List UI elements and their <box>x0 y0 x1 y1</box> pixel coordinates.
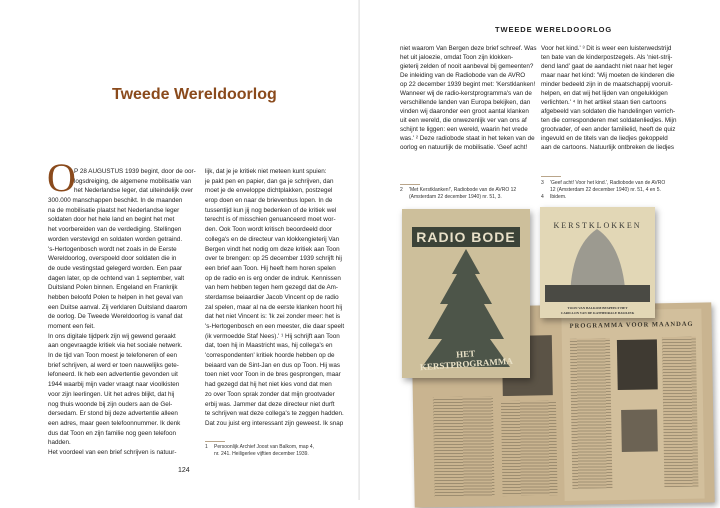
text-line: soldaten door het hele land en begint het met <box>48 216 175 224</box>
footnote-text: nr. 241. Heiligerlee vijftien december 1939. <box>214 451 309 457</box>
text-line: te schrijven wat deze collega's te zeggen hadden. <box>205 410 344 418</box>
text-line: je pakt pen en papier, dan ga je schrijven, dan <box>205 177 334 185</box>
footnotes-left-page <box>205 444 314 458</box>
text-line: de oorlog. De Tweede Wereldoorlog is vanaf dat <box>48 313 183 321</box>
text-line: aan ongevraagde kritiek via het sociale netwerk. <box>48 342 183 350</box>
text-line: den. Ook Toon wordt kritisch beoordeeld door <box>205 226 332 234</box>
footnote-rule <box>400 184 420 185</box>
footnotes-right-left <box>400 187 516 201</box>
text-line: voor zijn leerlingen. Uit het adres blijkt, dat hij <box>48 390 175 398</box>
kerstklokken-caption <box>540 306 655 315</box>
text-line: het Nederlandse leger, dat uiteindelijk over <box>74 187 194 195</box>
right-column-1 <box>400 44 537 152</box>
text-line: Bergen vindt het nodig om deze kritiek aan Toon <box>205 245 340 253</box>
text-line: collega's en de directeur van klokkengieterij Van <box>205 235 340 243</box>
text-line: vinden wij daaronder een groot aantal klanken <box>400 108 529 115</box>
text-line: uit een wereld, die onwezenlijk ver van ons af <box>400 117 527 124</box>
footnote-text: 12 (Amsterdam 22 december 1940) nr. 51, 4 en 5. <box>550 187 661 193</box>
text-line: De inleiding van de Radiobode van de AVRO <box>400 72 526 79</box>
text-line: Dat zou juist erg interessant zijn geweest. Ik snap <box>205 419 344 427</box>
footnote-number: 3 <box>541 180 544 186</box>
left-page <box>0 0 360 500</box>
footnote-line <box>541 187 665 194</box>
drop-cap: O <box>47 155 76 200</box>
footnote-line <box>400 187 516 194</box>
text-line: beiaard van de Sint-Jan en dus op Toon. Hij was <box>205 361 341 369</box>
text-line: verlichten.' ⁴ In het artikel staan tien cartoons <box>541 99 667 106</box>
caption-line: TOON VAN BALKOM BESPEELT HET <box>567 306 628 310</box>
text-line: logsdreiging, de algemene mobilisatie van <box>74 177 192 185</box>
text-line: Wanneer wij de radio-kerstprogramma's van de <box>400 90 532 97</box>
footnote-text: 'Met Kerstklanken!', Radiobode van de AVRO 12 <box>409 187 517 193</box>
text-line: moet je de enveloppe dichtplakken, postzegel <box>205 187 333 195</box>
text-line: (ik vermoedde Staf Nees).' ¹ Hij schrijft aan Toon <box>205 332 340 340</box>
text-line: hebben beloofd Polen te helpen in het geval van <box>48 293 183 301</box>
newspaper-text-block <box>501 400 558 496</box>
text-line: zal spelen, maar al na de eerste klanken hoort hij <box>205 303 343 311</box>
text-line: 1944 waarbij mijn vader vraagt naar vioolkisten <box>48 381 180 389</box>
text-line: na de mobilisatie plaatst het Nederlandse leger <box>48 206 180 214</box>
text-line: 300.000 manschappen beschikt. In de maanden <box>48 197 183 205</box>
text-line: ten bate van de kinderpostzegels. Als 'niet-strij- <box>541 54 673 61</box>
text-line: 's-Hertogenbosch wordt net zoals in de Eerste <box>48 245 177 253</box>
text-line: dat het niet Vincent is: 'Ik zei zonder meer: het is <box>205 313 341 321</box>
text-line: P 28 AUGUSTUS 1939 begint, door de oor- <box>74 168 196 175</box>
text-line: minder bedeeld zijn in de maatschappij vooruit- <box>541 81 673 88</box>
footnote-text: Persoonlijk Archief Joost van Balkom, map 4, <box>214 444 315 450</box>
text-line: dersedam. Er stond bij deze advertentie alleen <box>48 410 178 418</box>
text-line: op de radio en is erg onder de indruk. Kennissen <box>205 274 341 282</box>
text-line: dend land' gaat de aandacht niet naar het leger <box>541 63 673 70</box>
newspaper-photo-ad <box>617 339 658 390</box>
text-line: ten die corresponderen met soldatenliedjes. Mijn <box>541 117 677 124</box>
newspaper-portrait-photo <box>621 409 658 452</box>
text-line: oorlog en natuurlijk de mobilisatie. 'Geef acht! <box>400 144 528 151</box>
text-line: Het voordeel van een brief schrijven is natuur- <box>48 448 177 456</box>
text-line: terecht is of misschien genuanceerd moet wor- <box>205 216 336 224</box>
text-line: In de tijd van Toon moest je telefoneren of een <box>48 352 178 360</box>
text-line: was.' ² Deze radiobode staat in het teken van de <box>400 135 535 142</box>
text-line: tussentijd kun jij nog bedenken of de kritiek wel <box>205 206 337 214</box>
text-line: schijnt te liggen: een wereld, waarin het vrede <box>400 126 528 133</box>
text-line: een adres, maar geen telefoonnummer. Ik denk <box>48 419 181 427</box>
caption-line: CARILLON VAN DE KATHEDRALE BASILIEK <box>560 310 635 315</box>
text-line: erop doen en naar de brievenbus lopen. In de <box>205 197 333 205</box>
kerstklokken-title: KERSTKLOKKEN <box>553 221 642 230</box>
newspaper-heading: PROGRAMMA VOOR MAANDAG <box>569 320 694 330</box>
text-line: verschillende landen van Europa bekijken, dan <box>400 99 531 106</box>
text-line: 's-Hertogenbosch en een meester, die daar speelt <box>205 323 345 330</box>
footnote-rule <box>205 441 225 442</box>
text-line: dat, toen hij in Maastricht was, hij collega's en <box>205 342 333 350</box>
footnote-line <box>400 194 516 201</box>
text-line: Wereldoorlog, overspoeld door soldaten die in <box>48 255 177 263</box>
text-line: worden verstevigd en soldaten worden getraind. <box>48 235 183 243</box>
text-line: brief schrijven, al werd er toen nauwelijks gete- <box>48 361 179 369</box>
newspaper-page <box>561 309 704 501</box>
text-line: een Duitse aanval. Zij verklaren Duitsland daarom <box>48 303 188 311</box>
text-line: hadden. <box>48 439 71 447</box>
text-line: het voorbereiden van de verdediging. Stellingen <box>48 226 182 234</box>
text-line: maar naar het kind: 'Wij moeten de kinderen die <box>541 72 675 79</box>
footnote-rule <box>541 176 561 177</box>
text-line: aan de cartoons. Natuurlijk ontbreken de liedjes <box>541 144 675 151</box>
footnote-line <box>541 180 665 187</box>
footnote-text: (Amsterdam 22 december 1940) nr. 51, 3. <box>409 194 502 200</box>
footnote-line <box>541 194 665 201</box>
footnote-number: 4 <box>541 194 544 200</box>
radio-bode-cover-photo <box>402 209 530 378</box>
text-line: afgebeeld van soldaten die handelingen verrich- <box>541 108 676 115</box>
kerstklokken-photo <box>540 207 655 318</box>
text-line: zo over Toon sprak zonder dat mijn grootvader <box>205 390 335 398</box>
text-line: In ons digitale tijdperk zijn wij gewend geraakt <box>48 332 176 340</box>
left-column-2 <box>205 167 344 429</box>
radio-bode-headline: HET KERSTPROGRAMMA <box>419 348 514 373</box>
text-line: toen niet voor Toon in de bres gesprongen, maar <box>205 371 341 379</box>
text-line: grootvader, of een ander familielid, heeft de quiz <box>541 126 676 133</box>
text-line: een brief aan Toon. Hij heeft hem horen spelen <box>205 264 336 272</box>
footnote-number: 2 <box>400 187 403 193</box>
text-line: van hem hebben tegen hem gezegd dat de Am- <box>205 284 339 292</box>
footnote-line <box>205 444 314 451</box>
text-line: had gezegd dat hij het niet kies vond dat men <box>205 381 332 389</box>
radio-bode-masthead: RADIO BODE <box>412 227 520 247</box>
newspaper-text-block <box>662 337 699 488</box>
footnotes-right-right <box>541 180 665 201</box>
text-line: lefoneerd. Ik heb een advertentie gevonden uit <box>48 371 178 379</box>
text-line: nog thuis woonde bij zijn ouders aan de Gel- <box>48 400 173 408</box>
text-line: Duitsland Polen binnen. Engeland en Frankrijk <box>48 284 178 292</box>
text-line: dagen later, op de ochtend van 1 september, valt <box>48 274 185 282</box>
text-line: sterdamse beiaardier Jacob Vincent op de radio <box>205 293 339 301</box>
footnote-text: 'Geef acht! Voor het kind.', Radiobode van de AVRO <box>550 180 666 186</box>
text-line: het uit jaloezie, omdat Toon zijn klokken- <box>400 54 513 61</box>
text-line: dus dat Toon en zijn familie nog geen telefoon <box>48 429 177 437</box>
footnote-text: Ibidem. <box>550 194 567 200</box>
text-line: moment een feit. <box>48 323 95 330</box>
text-line: op 22 december 1939 begint met: 'Kerstklanken! <box>400 81 536 88</box>
page-number: 124 <box>178 467 190 474</box>
text-line: helpen, en dat wij het lijden van ongelukkigen <box>541 90 668 97</box>
text-line: Voor het kind.' ³ Dit is weer een luisterwedstrijd <box>541 45 672 52</box>
newspaper-text-block <box>433 396 495 497</box>
left-column-1 <box>48 167 196 458</box>
chapter-title: Tweede Wereldoorlog <box>112 86 277 103</box>
newspaper-text-block <box>570 338 613 489</box>
text-line: 'correspondenten' kritiek hoorde hebben op de <box>205 352 335 360</box>
text-line: gieterij zelden of nooit aanbeval bij gemeenten? <box>400 63 534 70</box>
text-line: over te brengen: op 25 december 1939 schrijft hij <box>205 255 342 263</box>
text-line: lijk, dat je je kritiek niet meteen kunt spuien: <box>205 168 327 175</box>
text-line: erbij was. Jammer dat deze directeur niet durft <box>205 400 335 408</box>
running-head: TWEEDE WERELDOORLOG <box>495 25 613 34</box>
right-column-2 <box>541 44 676 152</box>
text-line: de oude vestingstad gelegerd worden. Een paar <box>48 264 183 272</box>
footnote-number: 1 <box>205 444 208 450</box>
text-line: niet waarom Van Bergen deze brief schreef. Was <box>400 45 537 52</box>
text-line: ingevuld en de titels van de liedjes gekoppeld <box>541 135 668 142</box>
footnote-line <box>205 451 314 458</box>
